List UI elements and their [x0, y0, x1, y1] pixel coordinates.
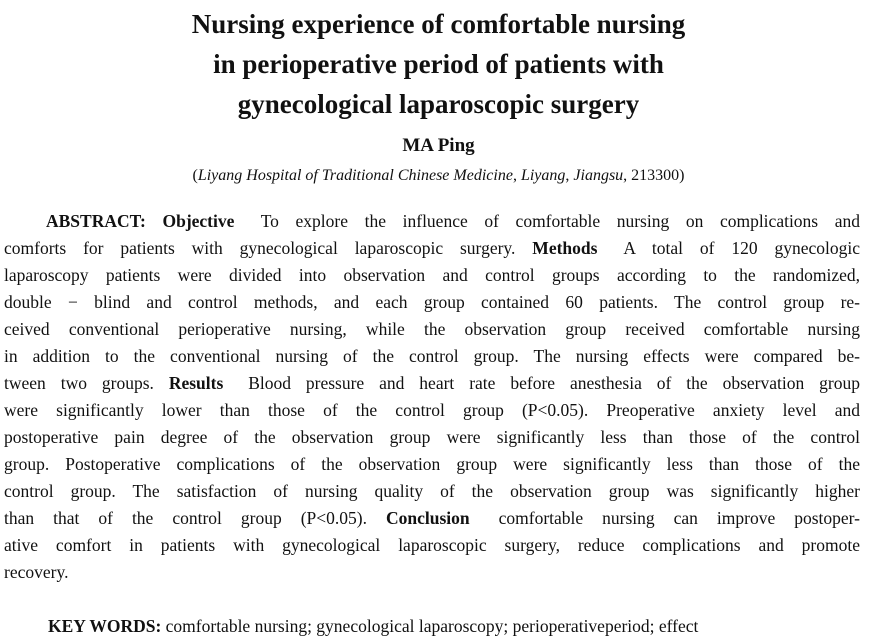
abstract-line-4: double − blind and control methods, and each group contained 60 patients. The control group re-: [4, 292, 860, 312]
abstract-text: comforts for patients with gynecological laparoscopic surgery.: [4, 238, 516, 258]
keywords: [48, 613, 860, 639]
affiliation-separator-2: ,: [565, 167, 574, 184]
abstract-line-10: group. Postoperative complications of the observation group were significantly less than those of the: [4, 454, 860, 474]
abstract-text: To explore the influence of comfortable nursing on complications and: [260, 211, 861, 231]
abstract-line-7: [4, 370, 860, 397]
title-line-1: Nursing experience of comfortable nursing: [191, 9, 686, 39]
affiliation-open-paren: (: [192, 167, 198, 184]
affiliation-postcode: 213300: [631, 167, 680, 184]
abstract-text: comfortable nursing can improve postoper-: [498, 508, 860, 528]
keywords-text: comfortable nursing; gynecological laparoscopy; perioperativeperiod; effect: [165, 616, 699, 636]
abstract-line-8: were significantly lower than those of the control group (P<0.05). Preoperative anxiety level and: [4, 400, 860, 420]
affiliation-province: Jiangsu: [573, 167, 624, 184]
objective-label: Objective: [162, 211, 235, 231]
keywords-label: KEY WORDS:: [48, 616, 162, 636]
affiliation: [0, 164, 877, 188]
author-name: MA Ping: [402, 135, 475, 156]
affiliation-city: Liyang: [520, 167, 566, 184]
abstract-block: [4, 208, 860, 586]
abstract-line-9: postoperative pain degree of the observation group were significantly less than those of the control: [4, 427, 860, 447]
paper-title: [0, 4, 877, 124]
affiliation-separator-3: ,: [623, 167, 632, 184]
methods-label: Methods: [532, 238, 598, 258]
conclusion-label: Conclusion: [385, 508, 470, 528]
abstract-line-3: laparoscopy patients were divided into observation and control groups according to the randomized,: [4, 265, 860, 285]
abstract-line-12: [4, 505, 860, 532]
affiliation-separator-1: ,: [512, 167, 521, 184]
abstract-line-11: control group. The satisfaction of nursing quality of the observation group was significantly higher: [4, 481, 860, 501]
abstract-line-13: ative comfort in patients with gynecological laparoscopic surgery, reduce complications and promote: [4, 535, 860, 555]
abstract-text: than that of the control group (P<0.05).: [4, 508, 367, 528]
affiliation-close-paren: ): [679, 167, 685, 184]
results-label: Results: [168, 373, 224, 393]
affiliation-institution: Liyang Hospital of Traditional Chinese Medicine: [197, 167, 513, 184]
abstract-text: tween two groups.: [4, 373, 154, 393]
abstract-text: A total of 120 gynecologic: [623, 238, 860, 258]
title-line-2: in perioperative period of patients with: [213, 49, 664, 79]
title-line-3: gynecological laparoscopic surgery: [237, 89, 640, 119]
abstract-line-2: [4, 235, 860, 262]
abstract-line-14: recovery.: [4, 562, 69, 582]
abstract-text: Blood pressure and heart rate before anesthesia of the observation group: [248, 373, 860, 393]
abstract-label: ABSTRACT:: [46, 211, 146, 231]
abstract-line-6: in addition to the conventional nursing of the control group. The nursing effects were compared be-: [4, 346, 860, 366]
abstract-line-1: [4, 208, 860, 235]
abstract-line-5: ceived conventional perioperative nursing, while the observation group received comfortable nursing: [4, 319, 860, 339]
